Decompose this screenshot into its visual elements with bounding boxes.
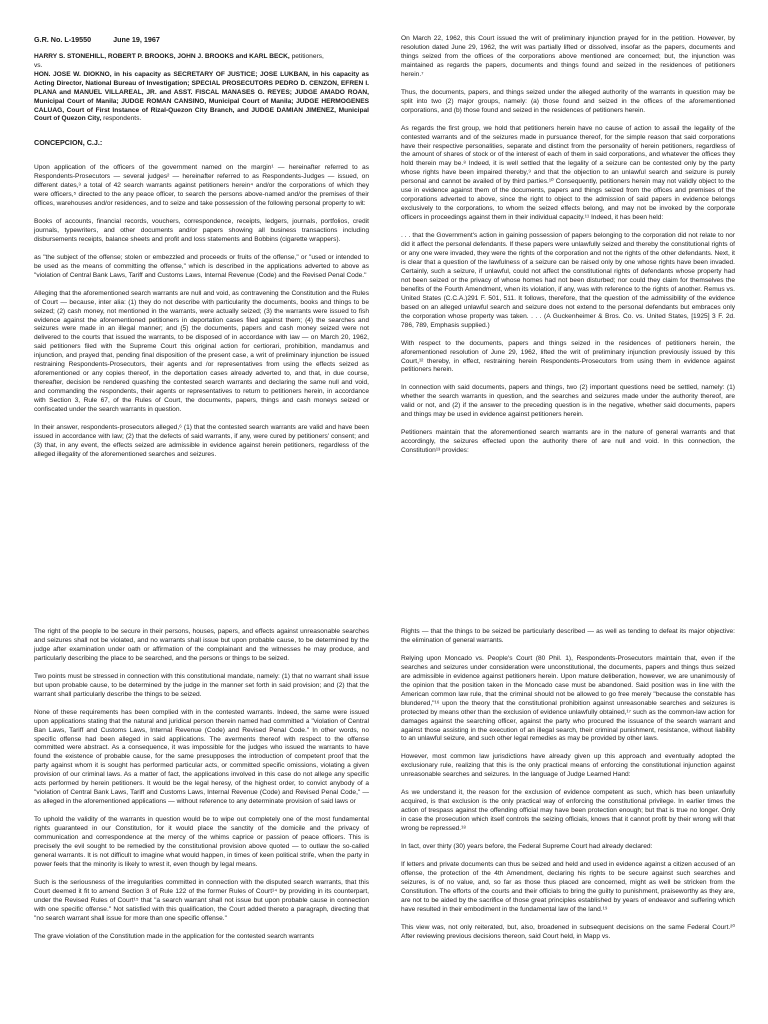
block-quote: Books of accounts, financial records, vouchers, correspondence, receipts, ledgers, journals, portfolios, credit journals, typewriters, and other documents and/or papers showing all business transactions including disbursements receipts, balance sheets and profit and loss statements and Bobbins (cigarette wrappers).	[34, 217, 369, 243]
paragraph: Two points must be stressed in connection with this constitutional mandate, namely: (1) that no warrant shall issue but upon probable cause, to be determined by the judge in the manner set forth in said provision; and (2) that the warrant shall particularly describe the things to be seized.	[34, 672, 369, 698]
block-quote: As we understand it, the reason for the exclusion of evidence competent as such, which has been unlawfully acquired, is that exclusion is the only practical way of enforcing the constitutional privilege. In earlier times the action of trespass against the offending official may have been protection enough; but that is true no longer. Only in case the prosecution which itself controls the seizing officials, knows that it cannot profit by their wrong will that wrong be repressed.¹⁸	[401, 789, 735, 833]
block-quote: . . . that the Government's action in gaining possession of papers belonging to the corporation did not relate to nor did it affect the personal defendants. If these papers were unlawfully seized and thereby the constitutional rights of or any one were invaded, they were the rights of the corporation and not the rights of the other defendants. Next, it is clear that a question of the lawfulness of a seizure can be raised only by one whose rights have been invaded. Certainly, such a seizure, if unlawful, could not affect the constitutional rights of defendants whose property had not been seized or the privacy of whose homes had not been disturbed; nor could they claim for themselves the benefits of the Fourth Amendment, when its violation, if any, was with reference to the rights of another. Remus vs. United States (C.C.A.)291 F. 501, 511. It follows, therefore, that the question of the admissibility of the evidence based on an alleged unlawful search and seizure does not extend to the personal defendants but embraces only the corporation whose property was taken. . . . (A Guckenheimer & Bros. Co. vs. United States, [1925] 3 F. 2d. 786, 789, Emphasis supplied.)	[401, 232, 735, 329]
paragraph: The grave violation of the Constitution made in the application for the contested search warrants	[34, 932, 315, 940]
paragraph: None of these requirements has been complied with in the contested warrants. Indeed, the same were issued upon applications stating that the natural and juridical person therein named had committed a "violation of Central Ban Laws, Tariff and Customs Laws, Internal Revenue (Code) and Revised Penal Code." In other words, no specific offense had been alleged in said applications. The averments thereof with respect to the offense committed were abstract. As a consequence, it was impossible for the judges who issued the warrants to have found the existence of probable cause, for the same presupposes the introduction of competent proof that the party against whom it is sought has performed particular acts, or committed specific omissions, violating a given provision of our criminal laws. As a matter of fact, the applications involved in this case do not allege any specific acts performed by herein petitioners. It would be the legal heresy, of the highest order, to convict anybody of a "violation of Central Bank Laws, Tariff and Customs Laws, Internal Revenue (Code) and Revised Penal Code," — as alleged in the aforementioned applications — without reference to any determinate provision of said laws or	[34, 708, 369, 806]
case-header	[34, 35, 369, 45]
petitioners-names: HARRY S. STONEHILL, ROBERT P. BROOKS, JOHN J. BROOKS and KARL BECK,	[34, 52, 290, 60]
paragraph: Such is the seriousness of the irregularities committed in connection with the disputed search warrants, that this Court deemed it fit to amend Section 3 of Rule 122 of the former Rules of Court¹⁴ by providing in its counterpart, under the Revised Rules of Court¹⁵ that "a search warrant shall not issue but upon probable cause in connection with one specific offense." Not satisfied with this qualification, the Court added thereto a paragraph, directing that "no search warrant shall issue for more than one specific offense."	[34, 878, 369, 922]
paragraph: To uphold the validity of the warrants in question would be to wipe out completely one of the most fundamental rights guaranteed in our Constitution, for it would place the sanctity of the domicile and the privacy of communication and correspondence at the mercy of the whims caprice or passion of peace officers. This is precisely the evil sought to be remedied by the constitutional provision above quoted — to outlaw the so-called general warrants. It is not difficult to imagine what would happen, in times of keen political strife, when the party in power feels that the minority is likely to wrest it, even though by legal means.	[34, 816, 369, 868]
respondents-label: respondents.	[103, 115, 142, 123]
case-number: G.R. No. L-19550	[34, 35, 92, 44]
paragraph: Petitioners maintain that the aforementioned search warrants are in the nature of general warrants and that accordingly, the seizures effected upon the authority there of are null and void. In this connection, the Constitution¹³ provides:	[401, 429, 735, 455]
paragraph: Thus, the documents, papers, and things seized under the alleged authority of the warrants in question may be split into two (2) major groups, namely: (a) those found and seized in the offices of the aforementioned corporations, and (b) those found and seized in the residences of petitioners herein.	[401, 88, 735, 114]
paragraph: Relying upon Moncado vs. People's Court (80 Phil. 1), Respondents-Prosecutors maintain that, even if the searches and seizures under consideration were unconstitutional, the documents, papers and things thus seized are admissible in evidence against petitioners herein. Upon mature deliberation, however, we are unanimously of the opinion that the position taken in the Moncado case must be abandoned. Said position was in line with the American common law rule, that the criminal should not be allowed to go free merely "because the constable has blundered,"¹⁶ upon the theory that the constitutional prohibition against unreasonable searches and seizures is protected by means other than the exclusion of evidence unlawfully obtained,¹⁷ such as the common-law action for damages against the searching officer, against the party who procured the issuance of the search warrant and against those assisting in the execution of an illegal search, their criminal punishment, resistance, without liability to an unlawful seizure, and such other legal remedies as may be provided by other laws.	[401, 654, 735, 743]
respondents-names: HON. JOSE W. DIOKNO, in his capacity as SECRETARY OF JUSTICE; JOSE LUKBAN, in his capacity as Acting Director, National Bureau of Investigation; SPECIAL PROSECUTORS PEDRO D. CENZON, EFREN I. PLANA and MANUEL VILLAREAL, JR. and ASST. FISCAL MANASES G. REYES; JUDGE AMADO ROAN, Municipal Court of Manila; JUDGE ROMAN CANSINO, Municipal Court of Manila; JUDGE HERMOGENES CALUAG, Court of First Instance of Rizal-Quezon City Branch, and JUDGE DAMIAN JIMENEZ, Municipal Court of Quezon City,	[34, 70, 369, 123]
paragraph: As regards the first group, we hold that petitioners herein have no cause of action to assail the legality of the contested warrants and of the seizures made in pursuance thereof, for the simple reason that said corporations have their respective personalities, separate and distinct from the personality of herein petitioners, regardless of the amount of shares of stock or of the interest of each of them in said corporations, and whatever the offices they hold therein may be.⁸ Indeed, it is well settled that the legality of a seizure can be contested only by the party whose rights have been impaired thereby,⁹ and that the objection to an unlawful search and seizure is purely personal and cannot be availed of by third parties.¹⁰ Consequently, petitioners herein may not validly object to the use in evidence against them of the documents, papers and things seized from the offices and premises of the corporations adverted to above, since the right to object to the admission of said papers in evidence belongs exclusively to the corporations, to whom the seized effects belong, and may not be invoked by the corporate officers in proceedings against them in their individual capacity.¹¹ Indeed, it has been held:	[401, 124, 735, 222]
case-date: June 19, 1967	[113, 35, 160, 44]
block-quote: If letters and private documents can thus be seized and held and used in evidence against a citizen accused of an offense, the protection of the 4th Amendment, declaring his rights to be secure against such searches and seizures, is of no value, and, so far as those thus placed are concerned, might as well be stricken from the Constitution. The efforts of the courts and their officials to bring the guilty to punishment, praiseworthy as they are, are not to be aided by the sacrifice of those great principles established by years of endeavor and suffering which have resulted in their embodiment in the fundamental law of the land.¹⁹	[401, 861, 735, 913]
paragraph: In fact, over thirty (30) years before, the Federal Supreme Court had already declared:	[401, 843, 653, 851]
paragraph: This view was, not only reiterated, but, also, broadened in subsequent decisions on the same Federal Court.²⁰ After reviewing previous decisions thereon, said Court held, in Mapp vs.	[401, 923, 735, 940]
petitioners-block	[34, 53, 369, 125]
versus: vs.	[34, 61, 43, 69]
block-quote: The right of the people to be secure in their persons, houses, papers, and effects against unreasonable searches and seizures shall not be violated, and no warrants shall issue but upon probable cause, to be determined by the judge after examination under oath or affirmation of the complainant and the witnesses he may produce, and particularly describing the place to be searched, and the persons or things to be seized.	[34, 628, 369, 662]
column-top-right	[401, 35, 735, 465]
petitioners-label: petitioners,	[291, 52, 324, 60]
paragraph: However, most common law jurisdictions have already given up this approach and eventually adopted the exclusionary rule, realizing that this is the only practical means of enforcing the constitutional injunction against unreasonable searches and seizures. In the language of Judge Learned Hand:	[401, 753, 735, 779]
paragraph: In connection with said documents, papers and things, two (2) important questions need be settled, namely: (1) whether the search warrants in question, and the searches and seizures made under the authority thereof, are valid or not, and (2) if the answer to the preceding question is in the negative, whether said documents, papers and things may be used in evidence against petitioners herein.	[401, 384, 735, 419]
paragraph: Alleging that the aforementioned search warrants are null and void, as contravening the Constitution and the Rules of Court — because, inter alia: (1) they do not describe with particularity the documents, books and things to be seized; (2) cash money, not mentioned in the warrants, were actually seized; (3) the warrants were issued to fish evidence against the aforementioned petitioners in deportation cases filed against them; (4) the searches and seizures were made in an illegal manner; and (5) the documents, papers and cash money seized were not delivered to the courts that issued the warrants, to be disposed of in accordance with law — on March 20, 1962, said petitioners filed with the Supreme Court this original action for certiorari, prohibition, mandamus and injunction, and prayed that, pending final disposition of the present case, a writ of preliminary injunction be issued restraining Respondents-Prosecutors, their agents and /or representatives from using the effects seized as aforementioned or any copies thereof, in the deportation cases already adverted to, and that, in due course, thereafter, decision be rendered quashing the contested search warrants and declaring the same null and void, and commanding the respondents, their agents or representatives to return to petitioners herein, in accordance with Section 3, Rule 67, of the Rules of Court, the documents, papers, things and cash moneys seized or confiscated under the search warrants in question.	[34, 289, 369, 414]
paragraph: Upon application of the officers of the government named on the margin¹ — hereinafter referred to as Respondents-Prosecutors — several judges² — hereinafter referred to as Respondents-Judges — issued, on different dates,³ a total of 42 search warrants against petitioners herein⁴ and/or the corporations of which they were officers,⁵ directed to the any peace officer, to search the persons above-named and/or the premises of their offices, warehouses and/or residences, and to seize and take possession of the following personal property to wit:	[34, 164, 369, 207]
column-bottom-right	[401, 628, 735, 951]
paragraph: With respect to the documents, papers and things seized in the residences of petitioners herein, the aforementioned resolution of June 29, 1962, lifted the writ of preliminary injunction previously issued by this Court,¹² thereby, in effect, restraining herein Respondents-Prosecutors from using them in evidence against petitioners herein.	[401, 339, 735, 374]
column-top-left	[34, 35, 369, 469]
paragraph: On March 22, 1962, this Court issued the writ of preliminary injunction prayed for in the petition. However, by resolution dated June 29, 1962, the writ was partially lifted or dissolved, insofar as the papers, documents and things seized from the offices of the corporations above mentioned are concerned; but, the injunction was maintained as regards the papers, documents and things found and seized in the residences of petitioners herein.⁷	[401, 35, 735, 78]
paragraph: In their answer, respondents-prosecutors alleged,⁶ (1) that the contested search warrants are valid and have been issued in accordance with law; (2) that the defects of said warrants, if any, were cured by petitioners' consent; and (3) that, in any event, the effects seized are admissible in evidence against herein petitioners, regardless of the alleged illegality of the aforementioned searches and seizures.	[34, 424, 369, 458]
column-bottom-left	[34, 628, 369, 951]
ponente: CONCEPCION, C.J.:	[34, 138, 103, 148]
paragraph: Rights — that the things to be seized be particularly described — as well as tending to defeat its major objective: the elimination of general warrants.	[401, 628, 735, 644]
paragraph: as "the subject of the offense; stolen or embezzled and proceeds or fruits of the offense," or "used or intended to be used as the means of committing the offense," which is described in the applications adverted to above as "violation of Central Bank Laws, Tariff and Customs Laws, Internal Revenue (Code) and the Revised Penal Code."	[34, 253, 369, 279]
